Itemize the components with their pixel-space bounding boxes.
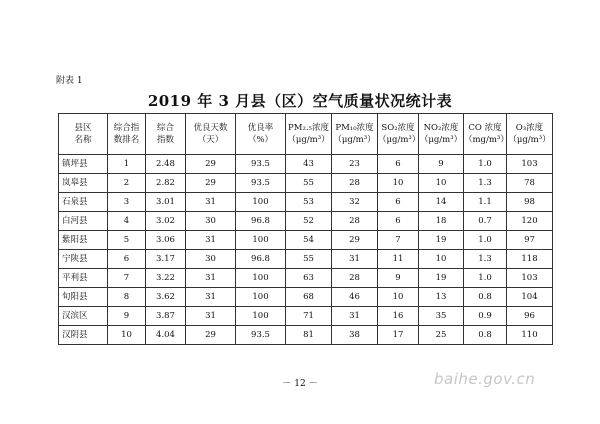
table-cell: 9 — [419, 155, 464, 174]
watermark: baihe.gov.cn — [434, 370, 536, 388]
column-header-line: （μg/m³） — [508, 135, 551, 145]
table-cell: 9 — [378, 269, 419, 288]
table-header-row — [59, 114, 553, 155]
table-cell: 30 — [186, 212, 236, 231]
table-cell: 96.8 — [236, 212, 286, 231]
table-cell: 3.06 — [146, 231, 186, 250]
table-cell: 1.0 — [464, 231, 507, 250]
table-cell: 0.8 — [464, 326, 507, 345]
table-cell: 6 — [378, 212, 419, 231]
table-cell: 81 — [286, 326, 332, 345]
table-cell: 93.5 — [236, 326, 286, 345]
table-row — [59, 326, 553, 345]
table-cell: 31 — [332, 250, 378, 269]
table-cell: 55 — [286, 250, 332, 269]
county-name-cell: 镇坪县 — [59, 155, 108, 174]
table-cell: 2.82 — [146, 174, 186, 193]
table-cell: 104 — [507, 288, 553, 307]
column-header — [332, 114, 378, 155]
table-cell: 1.1 — [464, 193, 507, 212]
table-cell: 31 — [186, 269, 236, 288]
table-cell: 28 — [332, 212, 378, 231]
table-cell: 7 — [108, 269, 146, 288]
table-cell: 9 — [108, 307, 146, 326]
table-row — [59, 288, 553, 307]
table-body — [59, 155, 553, 345]
county-name-cell: 宁陕县 — [59, 250, 108, 269]
table-cell: 2.48 — [146, 155, 186, 174]
table-cell: 29 — [186, 174, 236, 193]
column-header-line: CO 浓度 — [468, 123, 502, 133]
table-cell: 100 — [236, 288, 286, 307]
column-header — [419, 114, 464, 155]
table-cell: 96.8 — [236, 250, 286, 269]
table-cell: 29 — [186, 155, 236, 174]
table-cell: 1.3 — [464, 174, 507, 193]
table-cell: 97 — [507, 231, 553, 250]
table-cell: 19 — [419, 269, 464, 288]
table-cell: 31 — [186, 307, 236, 326]
table-cell: 3.17 — [146, 250, 186, 269]
table-cell: 5 — [108, 231, 146, 250]
table-cell: 32 — [332, 193, 378, 212]
table-cell: 31 — [186, 288, 236, 307]
table-cell: 19 — [419, 231, 464, 250]
column-header — [286, 114, 332, 155]
county-name-cell: 旬阳县 — [59, 288, 108, 307]
column-header-line: 优良天数 — [193, 123, 228, 133]
table-cell: 4 — [108, 212, 146, 231]
column-header-line: （μg/m³） — [378, 135, 421, 145]
table-cell: 4.04 — [146, 326, 186, 345]
table-cell: 100 — [236, 269, 286, 288]
table-cell: 35 — [419, 307, 464, 326]
table-cell: 1.3 — [464, 250, 507, 269]
table-row — [59, 155, 553, 174]
table-cell: 29 — [332, 231, 378, 250]
table-cell: 0.9 — [464, 307, 507, 326]
table-cell: 13 — [419, 288, 464, 307]
table-cell: 55 — [286, 174, 332, 193]
table-cell: 7 — [378, 231, 419, 250]
column-header — [378, 114, 419, 155]
table-cell: 100 — [236, 307, 286, 326]
table-cell: 14 — [419, 193, 464, 212]
table-row — [59, 231, 553, 250]
county-name-cell: 紫阳县 — [59, 231, 108, 250]
table-cell: 31 — [186, 231, 236, 250]
table-cell: 54 — [286, 231, 332, 250]
table-cell: 63 — [286, 269, 332, 288]
table-cell: 118 — [507, 250, 553, 269]
column-header-line: O₃浓度 — [515, 123, 544, 133]
column-header-line: （天） — [197, 135, 224, 145]
column-header-line: NO₂浓度 — [423, 123, 459, 133]
column-header — [507, 114, 553, 155]
table-cell: 31 — [332, 307, 378, 326]
column-header-line: 综合指 — [113, 123, 140, 133]
table-cell: 38 — [332, 326, 378, 345]
table-cell: 25 — [419, 326, 464, 345]
table-cell: 100 — [236, 193, 286, 212]
table-cell: 10 — [108, 326, 146, 345]
table-cell: 30 — [186, 250, 236, 269]
table-cell: 120 — [507, 212, 553, 231]
table-row — [59, 269, 553, 288]
table-cell: 3 — [108, 193, 146, 212]
county-name-cell: 平利县 — [59, 269, 108, 288]
column-header-line: 县区 — [74, 123, 92, 133]
attachment-label: 附表 1 — [56, 76, 83, 86]
table-cell: 53 — [286, 193, 332, 212]
table-cell: 68 — [286, 288, 332, 307]
table-cell: 1.0 — [464, 269, 507, 288]
column-header-line: SO₂浓度 — [381, 123, 415, 133]
column-header-line: （μg/m³） — [419, 135, 463, 145]
air-quality-table — [58, 113, 553, 345]
county-name-cell: 汉滨区 — [59, 307, 108, 326]
table-cell: 3.01 — [146, 193, 186, 212]
table-cell: 78 — [507, 174, 553, 193]
column-header-line: 综合 — [156, 123, 174, 133]
county-name-cell: 汉阴县 — [59, 326, 108, 345]
table-cell: 98 — [507, 193, 553, 212]
table-cell: 100 — [236, 231, 286, 250]
table-cell: 103 — [507, 269, 553, 288]
table-cell: 1 — [108, 155, 146, 174]
column-header-line: 数排名 — [113, 135, 140, 145]
table-cell: 23 — [332, 155, 378, 174]
table-row — [59, 193, 553, 212]
table-cell: 6 — [378, 193, 419, 212]
column-header — [186, 114, 236, 155]
table-cell: 2 — [108, 174, 146, 193]
table-cell: 10 — [378, 174, 419, 193]
table-cell: 0.8 — [464, 288, 507, 307]
column-header-line: 指数 — [156, 135, 174, 145]
table-row — [59, 212, 553, 231]
table-cell: 103 — [507, 155, 553, 174]
table-cell: 10 — [378, 288, 419, 307]
page-number: － 12 － — [282, 379, 318, 389]
table-cell: 3.02 — [146, 212, 186, 231]
table-cell: 28 — [332, 174, 378, 193]
column-header-line: PM₁₀浓度 — [335, 123, 374, 133]
column-header-line: PM₂.₅浓度 — [288, 123, 329, 133]
column-header-line: （μg/m³） — [333, 135, 376, 145]
table-cell: 11 — [378, 250, 419, 269]
table-cell: 10 — [419, 174, 464, 193]
column-header — [236, 114, 286, 155]
table-cell: 29 — [186, 326, 236, 345]
table-cell: 8 — [108, 288, 146, 307]
table-row — [59, 250, 553, 269]
table-cell: 1.0 — [464, 155, 507, 174]
county-name-cell: 石泉县 — [59, 193, 108, 212]
table-cell: 28 — [332, 269, 378, 288]
table-cell: 71 — [286, 307, 332, 326]
table-cell: 17 — [378, 326, 419, 345]
county-name-cell: 岚皋县 — [59, 174, 108, 193]
column-header — [146, 114, 186, 155]
column-header-line: （%） — [247, 135, 274, 145]
table-cell: 6 — [378, 155, 419, 174]
table-cell: 110 — [507, 326, 553, 345]
column-header-line: 名称 — [74, 135, 92, 145]
table-cell: 16 — [378, 307, 419, 326]
table-cell: 0.7 — [464, 212, 507, 231]
table-cell: 6 — [108, 250, 146, 269]
column-header — [464, 114, 507, 155]
table-cell: 18 — [419, 212, 464, 231]
table-cell: 10 — [419, 250, 464, 269]
column-header — [59, 114, 108, 155]
table-cell: 93.5 — [236, 174, 286, 193]
table-cell: 31 — [186, 193, 236, 212]
table-row — [59, 307, 553, 326]
table-cell: 3.62 — [146, 288, 186, 307]
table-cell: 96 — [507, 307, 553, 326]
column-header-line: （mg/m³） — [464, 135, 509, 145]
page-title: 2019 年 3 月县（区）空气质量状况统计表 — [147, 92, 453, 110]
county-name-cell: 白河县 — [59, 212, 108, 231]
column-header — [108, 114, 146, 155]
table-cell: 43 — [286, 155, 332, 174]
column-header-line: 优良率 — [247, 123, 274, 133]
table-cell: 3.87 — [146, 307, 186, 326]
table-row — [59, 174, 553, 193]
table-cell: 52 — [286, 212, 332, 231]
column-header-line: （μg/m³） — [287, 135, 330, 145]
table-cell: 93.5 — [236, 155, 286, 174]
table-cell: 3.22 — [146, 269, 186, 288]
table-cell: 46 — [332, 288, 378, 307]
